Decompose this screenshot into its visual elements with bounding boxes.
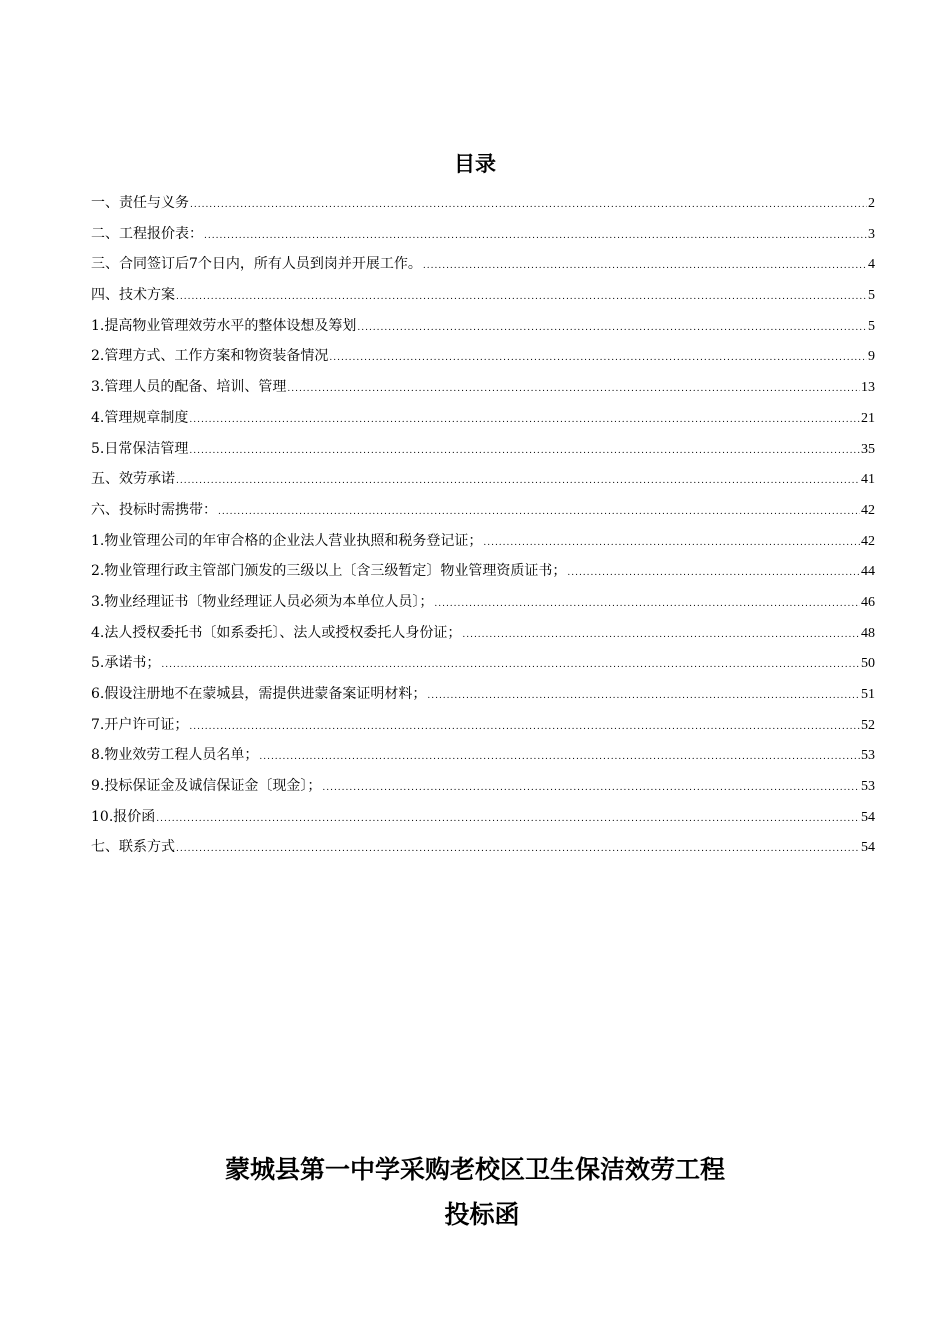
toc-entry[interactable] <box>91 740 875 771</box>
toc-entry[interactable] <box>91 587 875 618</box>
toc-entry[interactable] <box>91 832 875 863</box>
toc-entry-page-number: 3 <box>868 226 875 242</box>
toc-entry-page-number: 21 <box>861 410 875 426</box>
toc-entry[interactable] <box>91 526 875 557</box>
toc-entry[interactable] <box>91 249 875 280</box>
toc-entry-label: 1.物业管理公司的年审合格的企业法人营业执照和税务登记证； <box>91 532 483 549</box>
toc-entry-page-number: 42 <box>861 502 875 518</box>
toc-entry[interactable] <box>91 679 875 710</box>
toc-entry-page-number: 53 <box>861 779 875 795</box>
toc-entry-page-number: 50 <box>861 656 875 672</box>
toc-entry-label: 六、投标时需携带： <box>91 501 217 518</box>
toc-entry-page-number: 48 <box>861 625 875 641</box>
toc-entry[interactable] <box>91 403 875 434</box>
toc-entry-page-number: 42 <box>861 533 875 549</box>
document-title: 蒙城县第一中学采购老校区卫生保洁效劳工程 <box>224 1155 725 1184</box>
toc-dot-leader <box>176 466 860 497</box>
toc-dot-leader <box>161 650 860 681</box>
toc-dot-leader <box>156 804 860 835</box>
toc-dot-leader <box>259 742 860 773</box>
toc-dot-leader <box>190 190 867 221</box>
toc-dot-leader <box>287 374 860 405</box>
toc-entry[interactable] <box>91 341 875 372</box>
toc-dot-leader <box>357 313 867 344</box>
toc-entry-label: 2.物业管理行政主管部门颁发的三级以上〔含三级暂定〕物业管理资质证书； <box>91 563 567 580</box>
document-subtitle: 投标函 <box>444 1200 520 1229</box>
toc-entry-label: 6.假设注册地不在蒙城县，需提供进蒙备案证明材料； <box>91 686 427 702</box>
toc-entry-page-number: 51 <box>861 687 875 702</box>
toc-dot-leader <box>322 773 860 804</box>
toc-entry-page-number: 46 <box>861 594 875 610</box>
toc-dot-leader <box>204 221 867 252</box>
toc-entry[interactable] <box>91 556 875 587</box>
toc-entry-label: 2.管理方式、工作方案和物资装备情况 <box>91 348 329 365</box>
toc-entry-page-number: 41 <box>861 472 875 488</box>
toc-dot-leader <box>483 528 860 559</box>
toc-entry[interactable] <box>91 802 875 833</box>
toc-entry[interactable] <box>91 618 875 649</box>
toc-entry-page-number: 2 <box>868 196 875 211</box>
toc-entry[interactable] <box>91 280 875 311</box>
toc-entry[interactable] <box>91 464 875 495</box>
toc-dot-leader <box>567 558 860 589</box>
toc-entry[interactable] <box>91 495 875 526</box>
toc-entry[interactable] <box>91 771 875 802</box>
toc-entry-page-number: 54 <box>861 809 875 825</box>
toc-entry[interactable] <box>91 219 875 250</box>
toc-entry-label: 3.管理人员的配备、培训、管理 <box>91 379 287 396</box>
toc-dot-leader <box>434 589 860 620</box>
toc-dot-leader <box>462 620 860 651</box>
toc-entry-label: 五、效劳承诺 <box>91 471 175 488</box>
toc-entry-label: 二、工程报价表： <box>91 225 203 242</box>
toc-entry-page-number: 52 <box>861 717 875 733</box>
toc-entry[interactable] <box>91 188 875 219</box>
toc-entry-label: 9.投标保证金及诚信保证金〔现金〕； <box>91 778 322 795</box>
toc-entry-label: 5.日常保洁管理 <box>91 440 189 457</box>
toc-entry-label: 四、技术方案 <box>91 287 175 304</box>
toc-entry-label: 一、责任与义务 <box>91 195 189 211</box>
toc-entry-page-number: 53 <box>861 748 875 764</box>
toc-entry-label: 三、合同签订后7个日内，所有人员到岗并开展工作。 <box>91 256 422 273</box>
toc-dot-leader <box>189 436 860 467</box>
toc-entry-label: 4.管理规章制度 <box>91 409 189 426</box>
toc-dot-leader <box>329 343 867 374</box>
toc-dot-leader <box>189 405 860 436</box>
toc-entry-label: 七、联系方式 <box>91 839 175 856</box>
toc-entry-page-number: 54 <box>861 840 875 856</box>
toc-dot-leader <box>176 282 867 313</box>
toc-entry-label: 7.开户许可证； <box>91 716 189 733</box>
toc-entry-label: 10.报价函 <box>91 808 156 825</box>
toc-entry-label: 8.物业效劳工程人员名单； <box>91 747 259 764</box>
toc-dot-leader <box>427 681 860 712</box>
toc-entry-label: 1.提高物业管理效劳水平的整体设想及筹划 <box>91 317 357 334</box>
toc-entry-page-number: 5 <box>868 288 875 304</box>
toc-list <box>91 188 875 863</box>
toc-entry[interactable] <box>91 372 875 403</box>
toc-entry[interactable] <box>91 434 875 465</box>
toc-entry-label: 4.法人授权委托书〔如系委托〕、法人或授权委托人身份证； <box>91 624 462 641</box>
toc-dot-leader <box>176 834 860 865</box>
toc-entry-page-number: 35 <box>861 441 875 457</box>
toc-entry[interactable] <box>91 710 875 741</box>
toc-title: 目录 <box>454 152 496 176</box>
toc-entry-label: 5.承诺书； <box>91 655 161 672</box>
toc-entry-page-number: 4 <box>868 257 875 273</box>
toc-entry[interactable] <box>91 648 875 679</box>
toc-entry-page-number: 5 <box>868 318 875 334</box>
toc-entry-page-number: 9 <box>868 349 875 365</box>
toc-dot-leader <box>218 497 860 528</box>
toc-entry-page-number: 13 <box>861 380 875 396</box>
toc-dot-leader <box>189 712 860 743</box>
toc-entry-label: 3.物业经理证书〔物业经理证人员必须为本单位人员〕； <box>91 593 434 610</box>
toc-dot-leader <box>423 251 867 282</box>
toc-entry-page-number: 44 <box>861 564 875 580</box>
toc-entry[interactable] <box>91 311 875 342</box>
